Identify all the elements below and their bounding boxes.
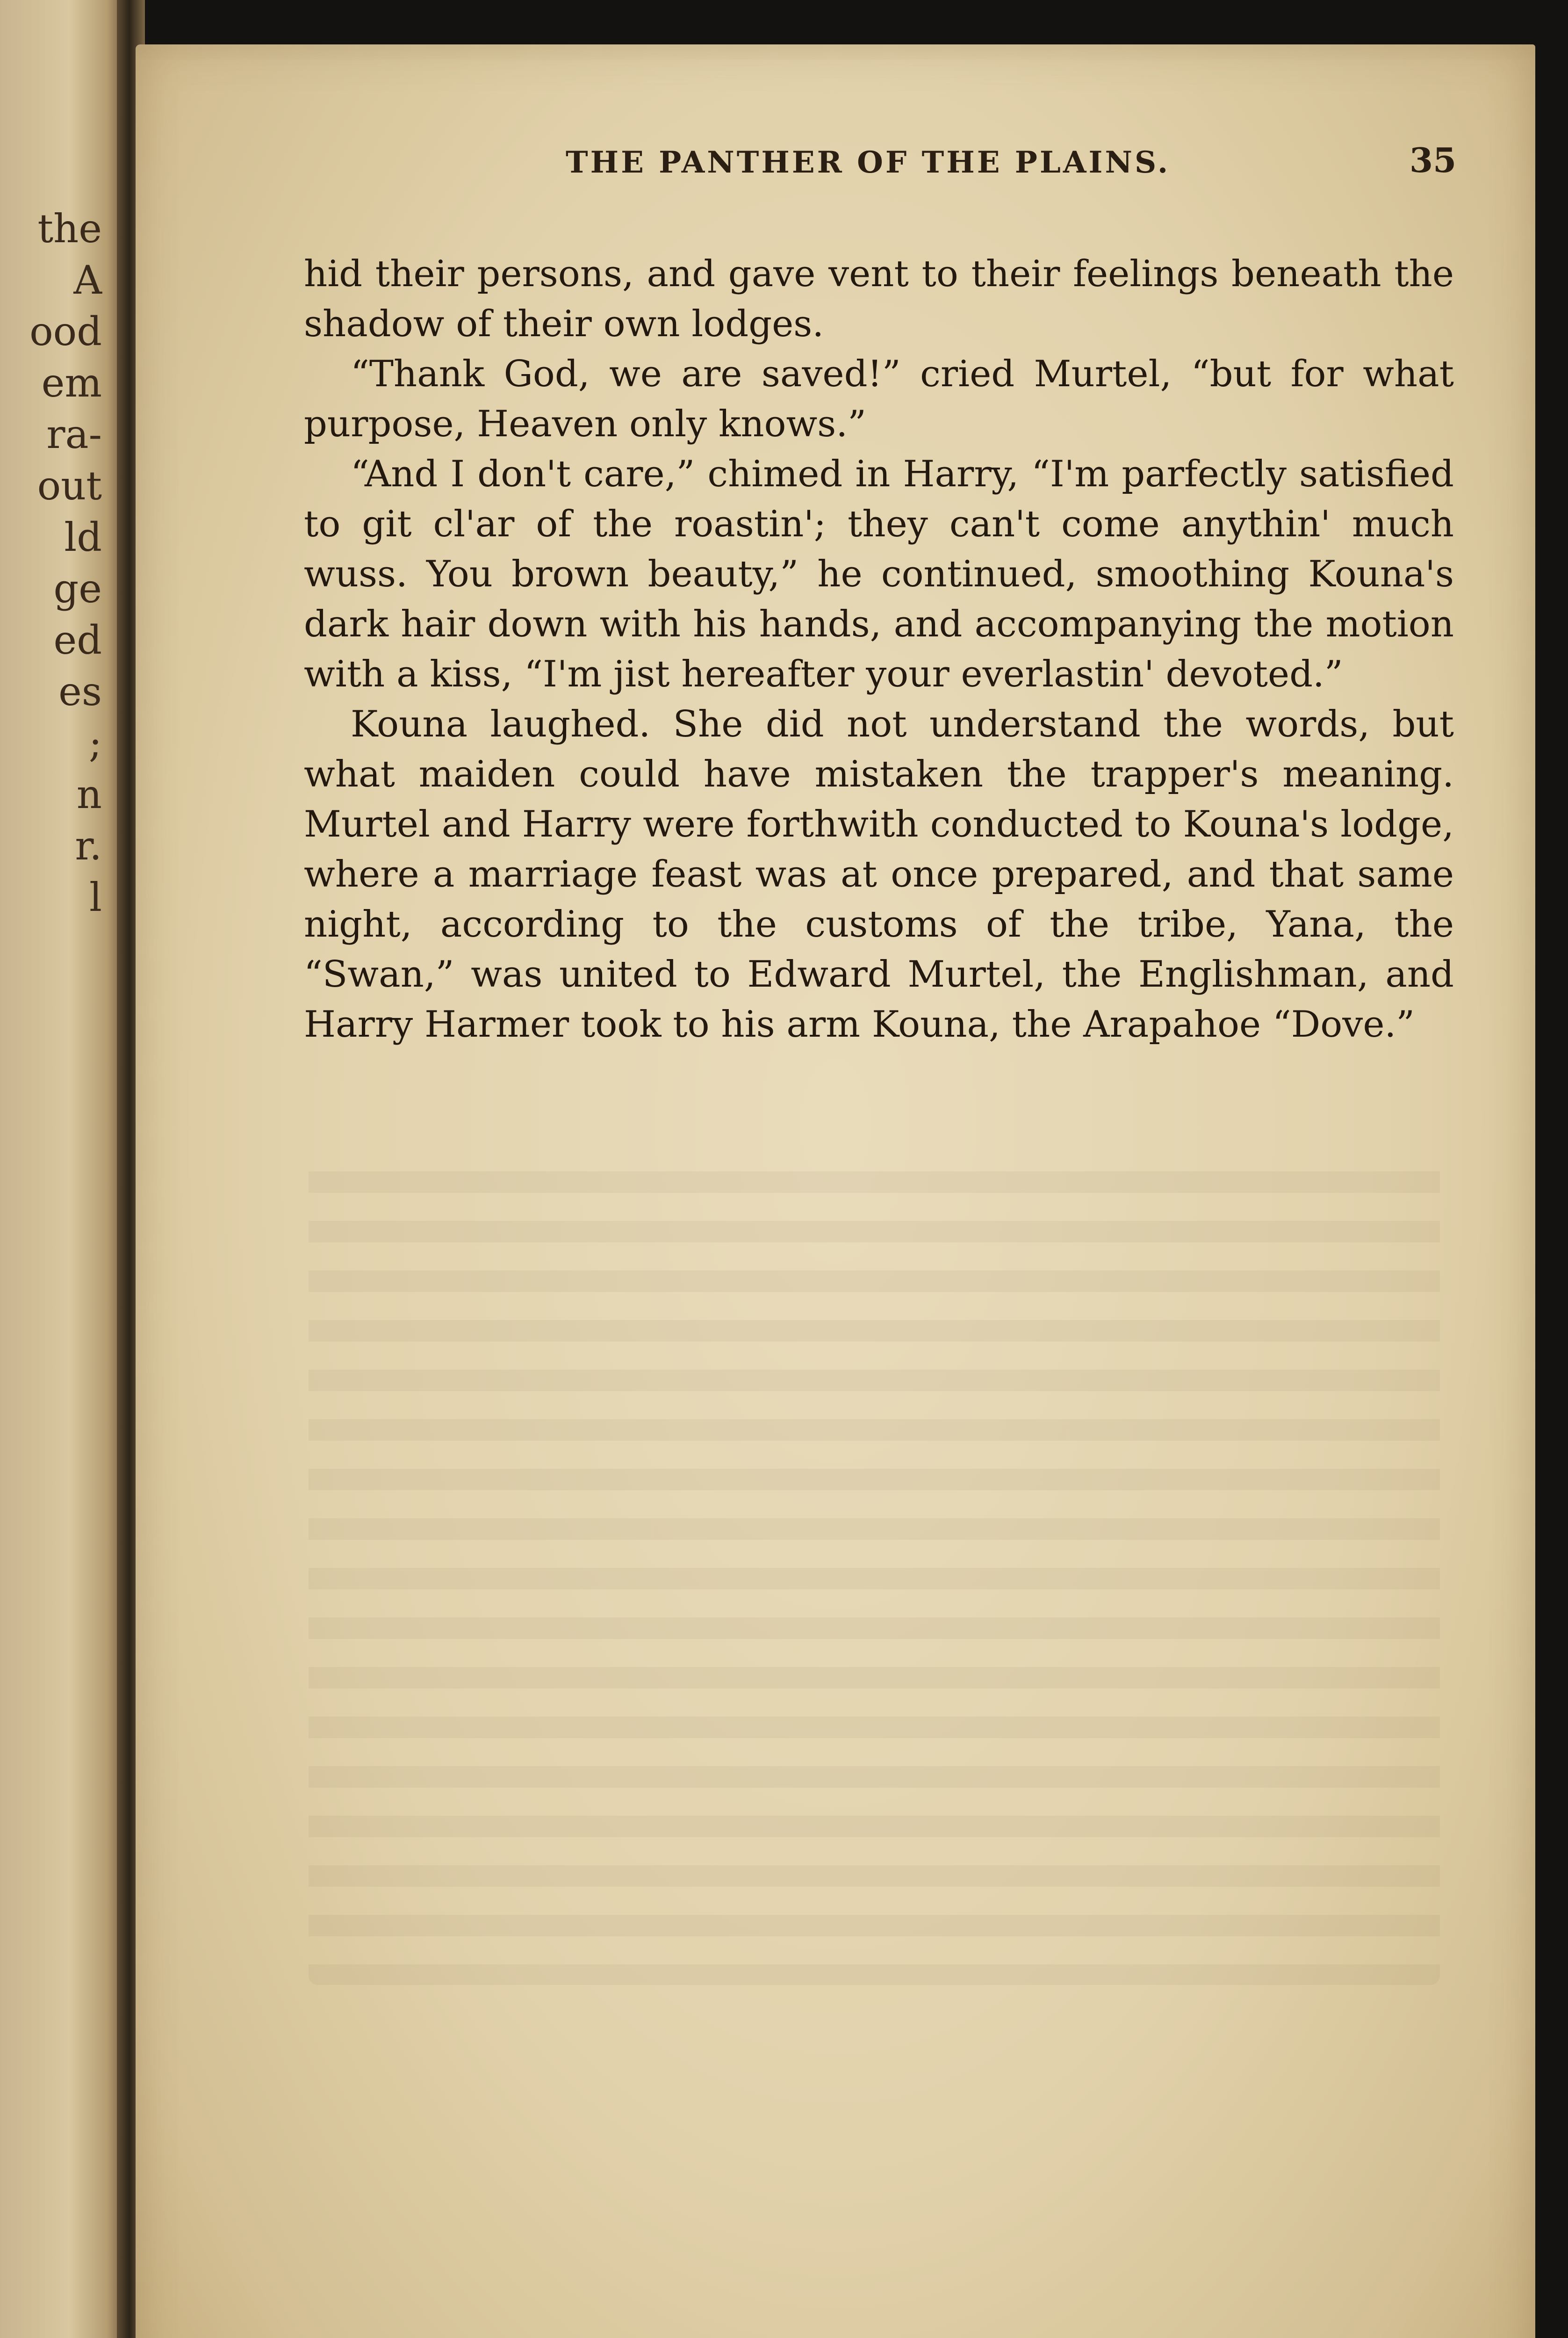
left-page-fragment: out bbox=[37, 463, 102, 509]
paragraph-4: Kouna laughed. She did not understand the words, but what maiden could have mistaken the trapper's meaning. Murtel and Harry were forthwith conducted to Kouna's lodge, where a marriage feast was at once prepared, and that same night, according to the customs of the tribe, Yana, the “Swan,” was united to Edward Murtel, the Englishman, and Harry Harmer took to his arm Kouna, the Arapahoe “Dove.” bbox=[304, 703, 1454, 1046]
body-text bbox=[304, 249, 1454, 1050]
left-page-fragment: r. bbox=[75, 823, 102, 869]
left-page-edge bbox=[0, 0, 126, 2338]
left-page-fragment: the bbox=[37, 206, 102, 252]
paragraph-1: hid their persons, and gave vent to their feelings beneath the shadow of their own lodges. bbox=[304, 253, 1454, 345]
running-head: THE PANTHER OF THE PLAINS. bbox=[566, 145, 1171, 180]
page-number: 35 bbox=[1410, 140, 1457, 180]
paragraph-3: “And I don't care,” chimed in Harry, “I'm parfectly satisfied to git cl'ar of the roastin'; they can't come anythin' much wuss. You brown beauty,” he continued, smoothing Kouna's dark hair down with his hands, and accompanying the motion with a kiss, “I'm jist hereafter your everlastin' devoted.” bbox=[304, 453, 1454, 695]
right-page bbox=[136, 44, 1535, 2338]
left-page-fragment: ge bbox=[53, 566, 102, 612]
left-page-fragment: l bbox=[89, 874, 102, 920]
left-page-fragment: ood bbox=[29, 309, 102, 354]
left-page-fragment: n bbox=[76, 772, 102, 817]
left-page-fragment: em bbox=[41, 360, 102, 406]
paragraph-2: “Thank God, we are saved!” cried Murtel, “but for what purpose, Heaven only knows.” bbox=[304, 353, 1454, 445]
left-page-fragment: ra- bbox=[46, 411, 102, 457]
left-page-fragment: A bbox=[73, 257, 102, 303]
left-page-fragment: es bbox=[58, 669, 102, 714]
left-page-fragment: ld bbox=[64, 514, 102, 560]
left-page-fragment: ; bbox=[88, 720, 102, 766]
show-through-from-reverse-page bbox=[309, 1143, 1440, 1985]
left-page-fragment: ed bbox=[53, 617, 102, 663]
